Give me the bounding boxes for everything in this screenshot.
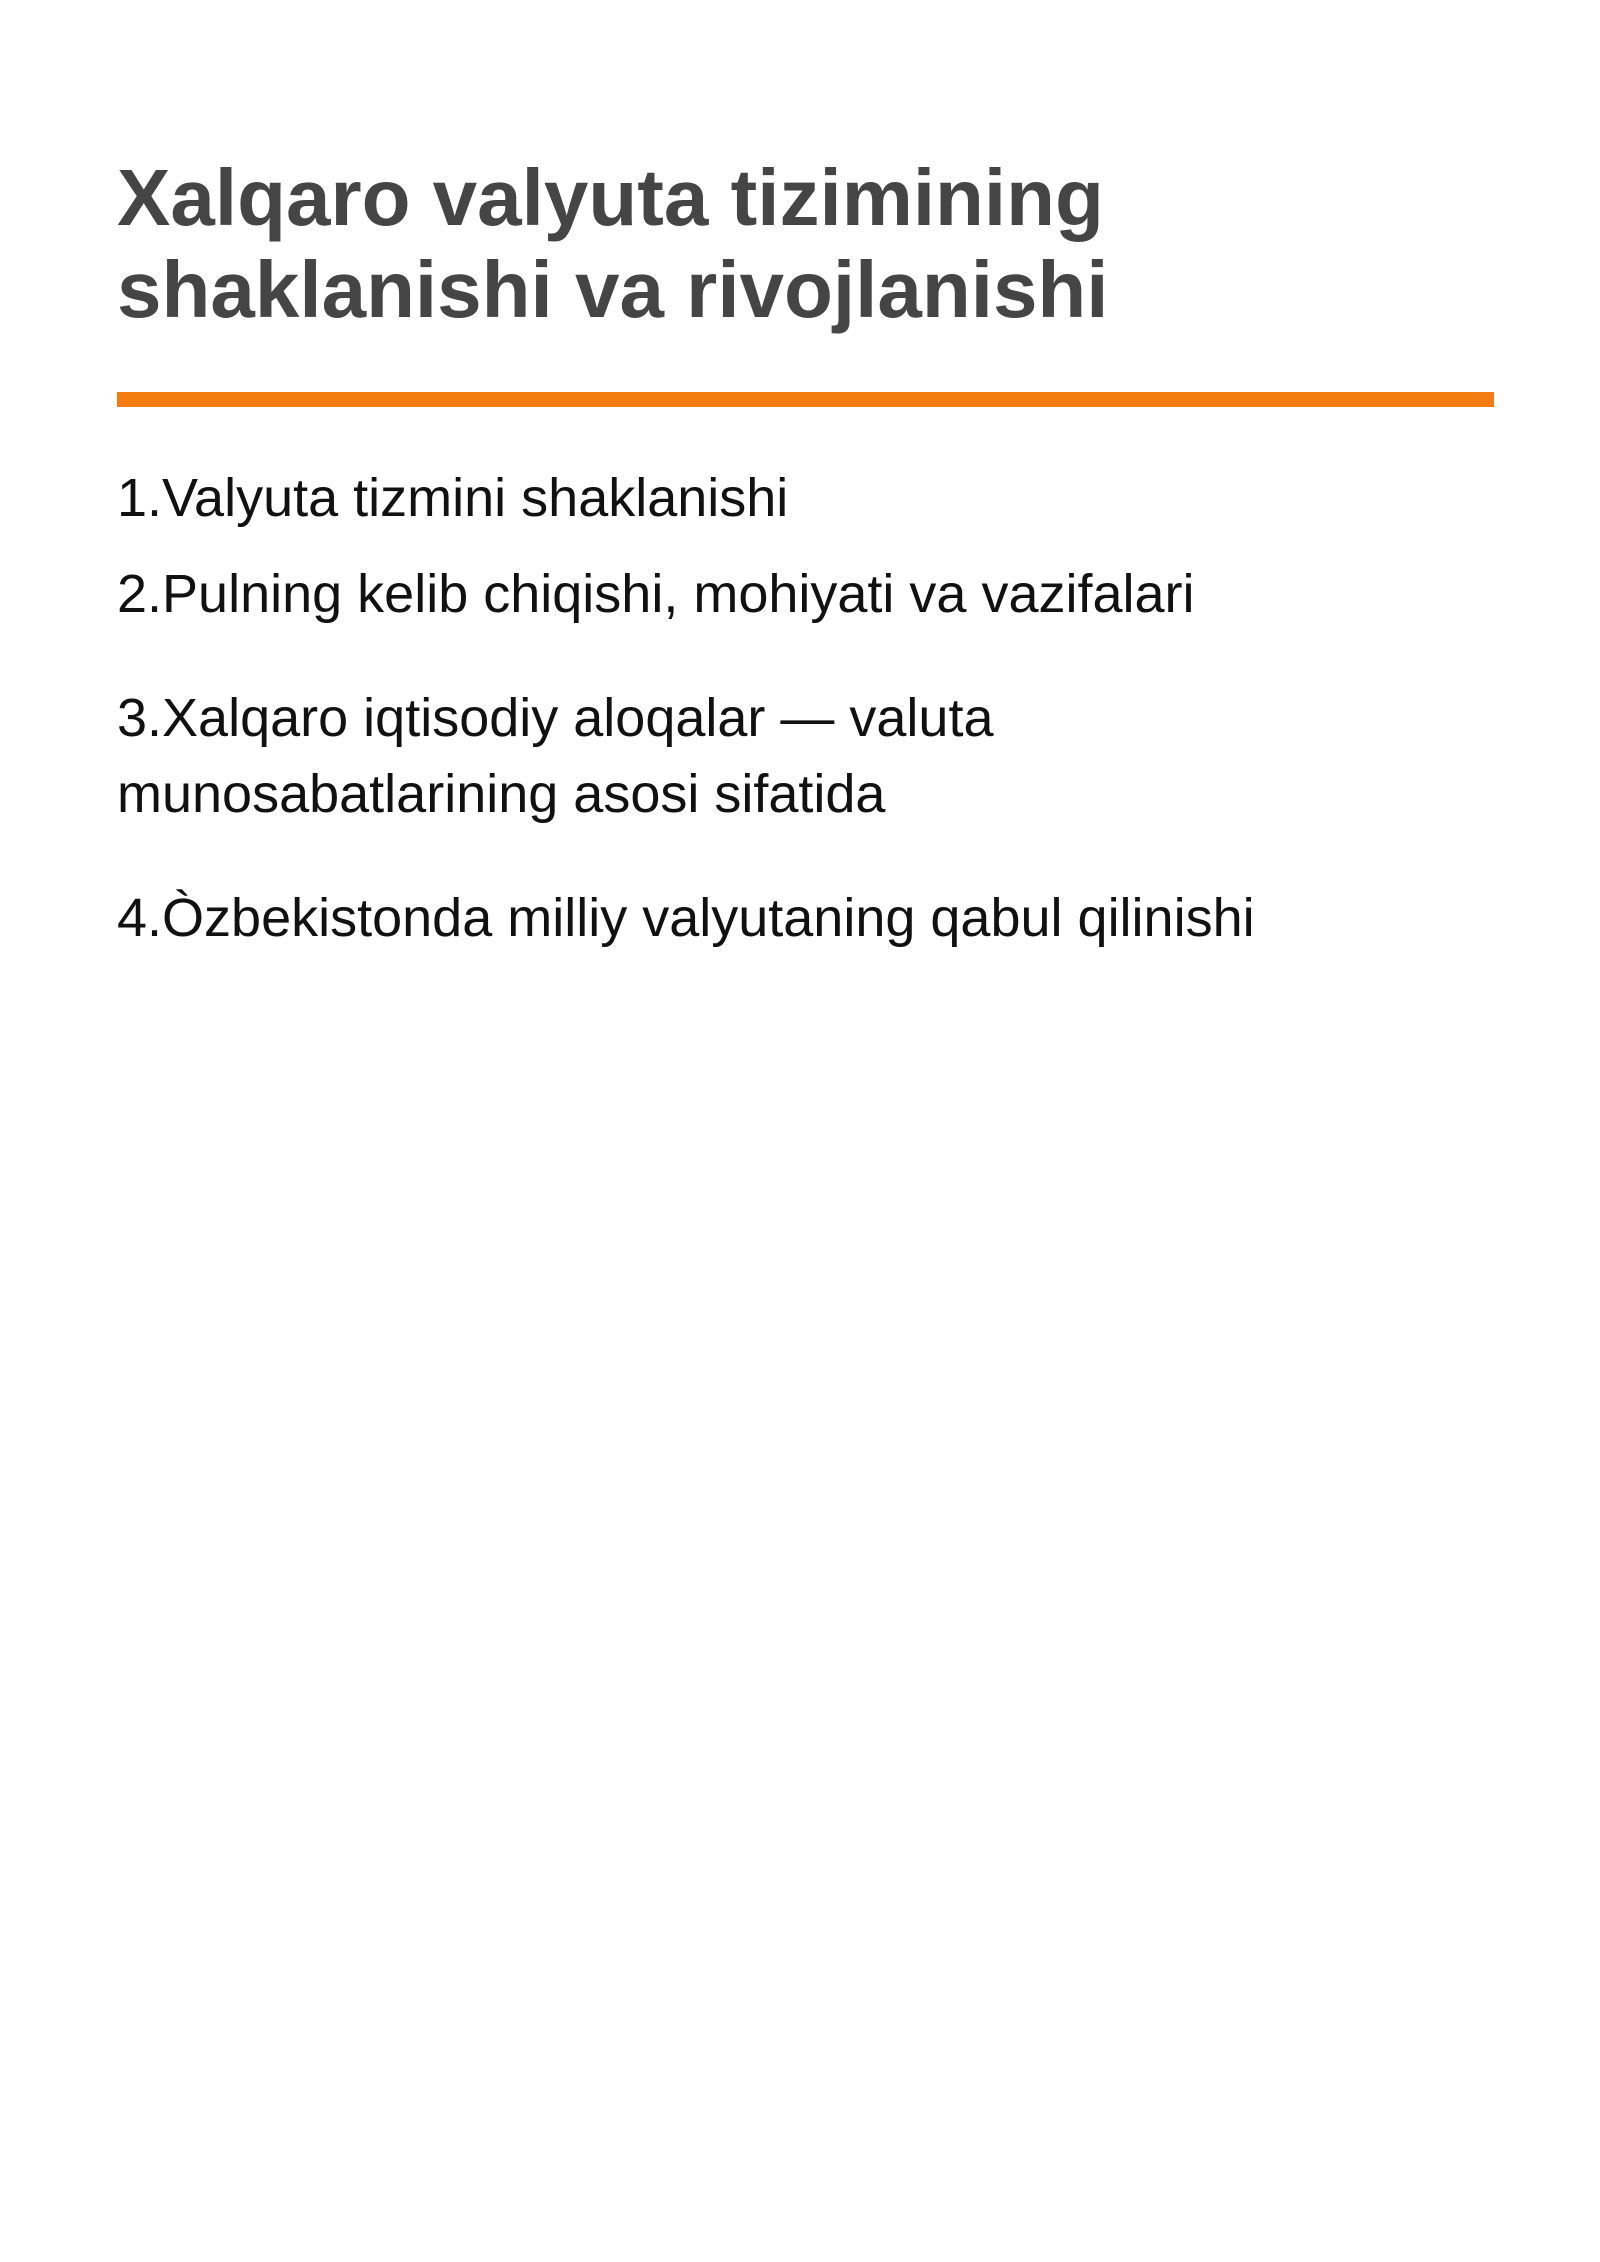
title-divider: [117, 392, 1494, 407]
list-item-2-text: 2.Pulning kelib chiqishi, mohiyati va vazifalari: [117, 564, 1195, 624]
list-item-3-text-line-1: 3.Xalqaro iqtisodiy aloqalar — valuta: [117, 688, 994, 748]
list-item: [117, 556, 1195, 632]
list-item-4-text: 4.Òzbekistonda milliy valyutaning qabul qilinishi: [117, 888, 1255, 948]
list-item: [117, 460, 788, 536]
page-title-line-1: Xalqaro valyuta tizimining: [117, 153, 1104, 242]
list-item: [117, 680, 994, 832]
page-title-line-2: shaklanishi va rivojlanishi: [117, 245, 1109, 334]
page-title: [117, 152, 1497, 336]
list-item-1-text: 1.Valyuta tizmini shaklanishi: [117, 468, 789, 528]
list-item-3-text-line-2: munosabatlarining asosi sifatida: [117, 764, 886, 824]
list-item: [117, 880, 1255, 956]
